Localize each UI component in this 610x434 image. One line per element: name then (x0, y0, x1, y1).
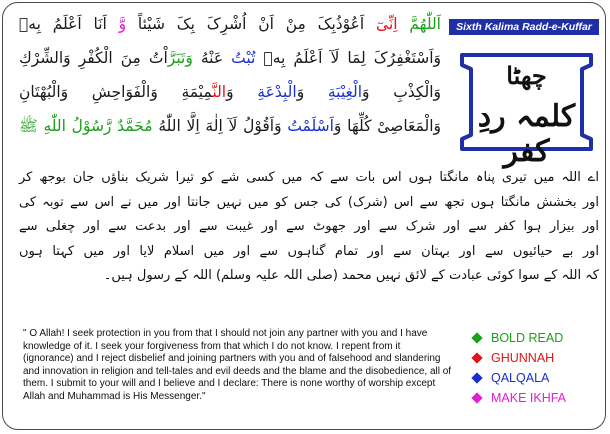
tajweed-legend (471, 328, 601, 408)
english-translation: " O Allah! I seek protection in you from that I should not join any partner with you and I have knowledge of it. I seek your forgiveness from that which I do not know. I repent from it (ignorance) and I reject disbelief and joining partners with you and of falsehood and slandering and innovation in religion and tell-tales and evil deeds and the blame and the disobedience, all of them. I submit to your will and I believe and I declare: There is none worthy of worship except Allah and Muhammad is His Messenger." (23, 328, 452, 402)
diamond-icon (471, 332, 482, 343)
urdu-line: اور بیزار ہوا کفر سے اور شرک سے اور جھوٹ سے اور غیبت سے اور بدعت سے اور چغلی سے (19, 219, 599, 234)
legend-item (471, 368, 601, 388)
kalima-segment: وَالْکِذْبِ وَ (362, 83, 441, 101)
legend-item (471, 348, 601, 368)
urdu-translation (19, 166, 599, 289)
urdu-line: اور بخشش مانگتا ہوں تجھ سے اس (شرک) کی جس کو میں نہیں جانتا اور میں نے اس سے توبہ کی (19, 194, 599, 210)
kalima-segment: اِنِّیٓ (364, 15, 398, 33)
legend-label: QALQALA (491, 371, 550, 385)
kalima-segment: الْبِدْعَةِ (257, 83, 297, 101)
badge-ordinal-text: چھٹا (506, 61, 547, 90)
kalima-segment: اَنَا اَعْلَمُ بِهٖ (19, 15, 119, 33)
kalima-segment: اَعُوْذُبِکَ مِنْ اَنْ اُشْرِکَ بِکَ شَیْئاً (126, 15, 365, 33)
legend-label: GHUNNAH (491, 351, 555, 365)
legend-label: MAKE IKHFA (491, 391, 567, 405)
kalima-segment: رَّسُوْلُ اللّٰهِ ﷺ (19, 117, 118, 135)
diamond-icon (471, 392, 482, 403)
kalima-badge (454, 47, 599, 169)
kalima-segment: عَنْهُ (192, 49, 232, 67)
kalima-segment: وَ (226, 83, 258, 101)
urdu-line: اور بے حیائیوں سے اور بہتان سے اور تمام گناہوں سے اور میں اسلام لایا اور میں کہتا ہوں (19, 243, 599, 259)
kalima-line (19, 75, 441, 109)
kalima-card (2, 2, 606, 430)
kalima-segment: مُحَمَّدٌ (117, 117, 153, 135)
kalima-line (19, 41, 441, 75)
kalima-segment: مِیْمَةِ وَالْفَوَاحِشِ وَالْبُهْتَانِ (19, 83, 213, 101)
arabic-kalima-text (19, 7, 441, 143)
kalima-segment: وَاَسْتَغْفِرُکَ لِمَا لَآ اَعْلَمُ بِهٖ (255, 49, 442, 67)
kalima-segment: وَ (296, 83, 328, 101)
legend-item (471, 328, 601, 348)
kalima-line (19, 109, 441, 143)
kalima-segment: وَاَقُوْلُ لَآ اِلٰهَ اِلَّا اللّٰهُ (152, 117, 288, 135)
kalima-segment: تُبْتُ (231, 49, 256, 67)
badge-title-text: کلمہ ردِ کفر (477, 99, 576, 169)
legend-item (471, 388, 601, 408)
diamond-icon (471, 372, 482, 383)
title-bar: Sixth Kalima Radd-e-Kuffar (449, 19, 599, 35)
kalima-segment: وَالْمَعَاصِیْ كُلِّهَا وَ (333, 117, 442, 135)
kalima-segment: وَتَبَرَّ (167, 49, 193, 67)
legend-label: BOLD READ (491, 331, 564, 345)
kalima-segment: النَّ (212, 83, 227, 101)
kalima-segment: اَللّٰھُمَّ (397, 15, 441, 33)
diamond-icon (471, 352, 482, 363)
kalima-segment: اْتُ مِنَ الْكُفْرِ وَالشِّرْكِ (19, 49, 168, 67)
kalima-segment: اَسْلَمْتُ (287, 117, 334, 135)
urdu-line: اے اللہ میں تیری پناہ مانگتا ہوں اس بات سے کہ میں کسی شے کو تیرا شریک بناؤں جان بوجھ کر (19, 170, 599, 185)
kalima-line (19, 7, 441, 41)
urdu-line: کہ اللہ کے سوا کوئی عبادت کے لائق نہیں محمد (صلی اللہ علیہ وسلم) اللہ کے رسول ہیں۔ (103, 268, 599, 283)
kalima-segment: الْغِیْبَةِ (327, 83, 363, 101)
kalima-segment: وَّ (118, 15, 127, 33)
